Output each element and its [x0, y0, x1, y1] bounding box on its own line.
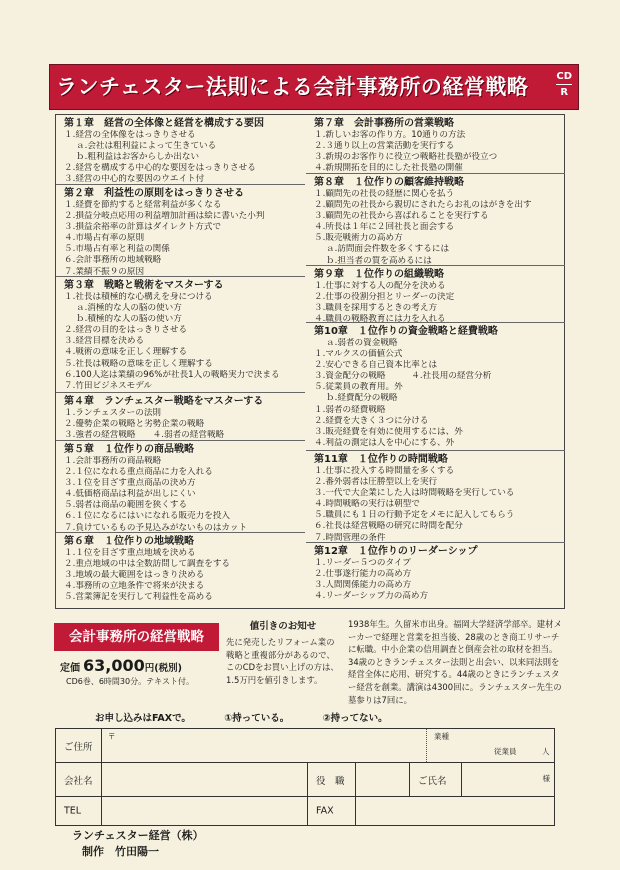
- chapter-title: 第９章 １位作りの組織戦略: [314, 269, 444, 280]
- tel-label: TEL: [64, 805, 82, 817]
- order-lead: お申し込みはFAXで。: [95, 713, 191, 724]
- chapter-title: 第11章 １位作りの時間戦略: [314, 454, 448, 465]
- chapter-title: 第６章 １位作りの地域戦略: [64, 536, 194, 547]
- chapter-item: ４.所長は１年に２回社長と面会する: [314, 222, 455, 233]
- chapter-left_chapters-0: [56, 115, 305, 185]
- chapter-item: １.仕事に対する人の配分を決める: [314, 281, 446, 291]
- chapter-item: ２.仕事の役割分担とリーダーの決定: [314, 292, 455, 303]
- chapter-item: ７.時間管理の条件: [314, 532, 386, 543]
- chapter-item: ７.竹田ビジネスモデル: [64, 380, 152, 391]
- chapter-item: １.顧問先の社長の経歴に関心を払う: [314, 189, 455, 199]
- chapter-item: ６.社長は経営戦略の研究に時間を配分: [314, 521, 463, 532]
- title-banner: [49, 64, 579, 110]
- producer: 制作 竹田陽一: [82, 845, 159, 858]
- chapter-item: ５.弱者は商品の範囲を狭くする: [64, 500, 188, 511]
- company-label-cell: [56, 763, 102, 796]
- chapter-item: ２.重点地域の中は全数訪問して調査をする: [64, 559, 231, 570]
- order-option-1[interactable]: ①持っている。: [224, 713, 290, 724]
- chapter-title: 第12章 １位作りのリーダーシップ: [314, 546, 478, 557]
- chapter-right_chapters-4: [306, 451, 565, 543]
- industry-divider: [426, 729, 427, 762]
- chapter-title: 第５章 １位作りの商品戦略: [64, 444, 194, 455]
- chapter-item: １.リーダー５つのタイプ: [314, 558, 411, 568]
- chapter-item: ３.強者の経営戦略 ４.弱者の経営戦略: [64, 430, 225, 441]
- form-row-company: [56, 763, 554, 797]
- chapter-right_chapters-2: [306, 266, 565, 323]
- chapter-item: ２.優勢企業の戦略と劣勢企業の戦略: [64, 419, 205, 430]
- chapter-item: ２.経費を大きく３つに分ける: [314, 415, 429, 426]
- chapter-right_chapters-3: [306, 323, 565, 451]
- name-suffix: 様: [542, 774, 550, 783]
- chapter-item: ３.顧問先の社長から喜ばれることを実行する: [314, 211, 489, 222]
- chapter-item: ２.３通り以上の営業活動を実行する: [314, 141, 455, 152]
- name-label: ご氏名: [418, 775, 447, 787]
- chapter-item: ２.経営の目的をはっきりさせる: [64, 325, 188, 336]
- chapter-left_chapters-2: [56, 277, 305, 393]
- position-label: 役 職: [316, 775, 345, 787]
- chapter-item: ｂ.積極的な人の脳の使い方: [76, 314, 182, 325]
- chapter-left_chapters-3: [56, 393, 305, 441]
- chapter-item: ａ.弱者の資金戦略: [326, 338, 398, 348]
- chapter-item: ４.職員の戦略教育には力を入れる: [314, 314, 446, 325]
- chapter-item: ｂ.経費配分の戦略: [326, 393, 398, 404]
- chapter-item: ｂ.担当者の質を高めるには: [326, 255, 432, 266]
- tel-field[interactable]: [102, 797, 308, 825]
- position-label-cell: [308, 763, 356, 796]
- chapter-item: ３.販売経費を有効に使用するには、外: [314, 426, 463, 437]
- chapter-item: １.新しいお客の作り方。10通りの方法: [314, 130, 466, 140]
- chapter-item: １.マルクスの価値公式: [314, 349, 403, 360]
- author-profile: 1938年生。久留米市出身。福岡大学経済学部卒。建材メーカーで経理と営業を担当後、28歳のとき商工リサーチに転職。中小企業の信用調査と倒産会社の取材を担当。34歳のときランチェスター法則と出会い、以来同法則を経営全体に応用、研究する。44歳のときにランチェスター経営を創業。講演は4300回に。ランチェスター先生の墓参りは7回に。: [348, 619, 562, 705]
- chapter-item: ３.資金配分の戦略 ４.社長用の経営分析: [314, 371, 492, 382]
- chapter-item: １.１位を目ざす重点地域を決める: [64, 548, 196, 558]
- chapter-item: １.ランチェスターの法則: [64, 408, 162, 418]
- chapter-item: ２.顧問先の社長から親切にされたらお礼のはがきを出す: [314, 200, 532, 211]
- cd-badge: [556, 69, 572, 100]
- chapter-right_chapters-0: [306, 115, 565, 174]
- chapter-item: ａ.会社は粗利益によって生きている: [76, 141, 217, 152]
- cd-badge-line2: R: [556, 84, 572, 100]
- chapter-item: ２.経営を構成する中心的な要因をはっきりさせる: [64, 163, 256, 174]
- chapter-item: ７.負けているもの予見込みがないものはカット: [64, 522, 248, 533]
- order-form: [55, 728, 555, 826]
- name-label-cell: [410, 763, 462, 796]
- chapter-item: ４.事務所の立地条件で将来が決まる: [64, 581, 205, 592]
- chapter-item: ｂ.粗利益はお客からしか出ない: [76, 152, 200, 163]
- chapter-item: ４.時間戦略の実行は朝型で: [314, 499, 420, 510]
- chapter-left_chapters-1: [56, 185, 305, 277]
- tel-label-cell: [56, 797, 102, 825]
- form-row-address: [56, 729, 554, 763]
- chapter-title: 第４章 ランチェスター戦略をマスターする: [64, 396, 264, 407]
- product-note: CD6巻、6時間30分。テキスト付。: [66, 677, 194, 686]
- chapter-item: ２.安心できる自己資本比率とは: [314, 360, 438, 371]
- chapter-item: ２.１位になれる重点商品に力を入れる: [64, 467, 213, 478]
- chapter-title: 第２章 利益性の原則をはっきりさせる: [64, 188, 244, 199]
- page-title: ランチェスター法則による会計事務所の経営戦略: [56, 75, 529, 99]
- contents-grid: [55, 114, 565, 609]
- chapter-item: ３.職員を採用するときの考え方: [314, 303, 438, 314]
- chapter-left_chapters-5: [56, 533, 305, 610]
- chapter-item: １.経費を節約すると経常利益が多くなる: [64, 200, 222, 210]
- chapter-item: ５.営業簿記を実行して利益性を高める: [64, 592, 213, 603]
- chapter-left_chapters-4: [56, 441, 305, 533]
- postal-mark: 〒: [108, 732, 116, 741]
- chapter-item: ４.利益の測定は人を中心にする、外: [314, 437, 455, 448]
- employees-unit: 人: [542, 747, 550, 756]
- chapter-item: ２.損益分岐点応用の利益増加計画は絵に書いた小判: [64, 211, 265, 222]
- chapter-title: 第10章 １位作りの資金戦略と経費戦略: [314, 326, 498, 337]
- chapter-item: ２.番外弱者は圧勝型以上を実行: [314, 477, 438, 488]
- chapter-item: ３.一代で大企業にした人は時間戦略を実行している: [314, 488, 515, 499]
- chapter-item: ３.新規のお客作りに役立つ戦略社長塾が役立つ: [314, 152, 498, 163]
- chapter-item: ３.地域の最大範囲をはっきり決める: [64, 570, 205, 581]
- chapter-item: １.会計事務所の商品戦略: [64, 456, 162, 466]
- chapter-item: １.社長は積極的な心構えを身につける: [64, 292, 213, 302]
- chapter-title: 第８章 １位作りの顧客維持戦略: [314, 177, 464, 188]
- order-option-2[interactable]: ②持ってない。: [322, 713, 388, 724]
- chapter-item: ３.人間関係能力の高め方: [314, 580, 412, 591]
- product-package: [54, 623, 219, 691]
- chapter-item: ａ.訪問面会件数を多くするには: [326, 244, 450, 255]
- chapter-item: ３.１位を目ざす重点商品の決め方: [64, 478, 196, 489]
- employees-label: 従業員: [494, 747, 517, 756]
- form-row-phone: [56, 797, 554, 825]
- product-title: 会計事務所の経営戦略: [54, 623, 219, 651]
- chapter-item: ３.経営目標を決める: [64, 336, 145, 347]
- product-price: [60, 656, 182, 675]
- price-value: 63,000: [83, 656, 145, 675]
- fax-label-cell: [308, 797, 356, 825]
- chapter-item: ４.市場占有率の原則: [64, 233, 145, 244]
- chapter-item: ６.100人迄は業績の96%が社長1人の戦略実力で決まる: [64, 369, 280, 380]
- chapter-title: 第７章 会計事務所の営業戦略: [314, 118, 454, 129]
- discount-notice: [226, 618, 340, 686]
- price-label: 定価: [60, 663, 80, 674]
- chapter-item: ７.業績不振９の原因: [64, 266, 145, 277]
- chapter-item: ３.損益余裕率の計算はダイレクト方式で: [64, 222, 222, 233]
- chapter-item: ６.１位になるにはいになれる販売力を投入: [64, 511, 231, 522]
- address-label-cell: [56, 729, 102, 762]
- company-field[interactable]: [102, 763, 308, 796]
- chapter-item: ５.社長は戦略の意味を正しく理解する: [64, 358, 213, 369]
- industry-label: 業種: [434, 732, 449, 741]
- fax-field[interactable]: [356, 797, 556, 825]
- chapter-item: ４.低価格商品は利益が出しにくい: [64, 489, 196, 500]
- chapter-item: １.仕事に投入する時間量を多くする: [314, 466, 455, 476]
- address-label: ご住所: [64, 741, 93, 753]
- chapter-right_chapters-5: [306, 543, 565, 610]
- chapter-item: ５.市場占有率と利益の関係: [64, 244, 170, 255]
- chapter-item: ４.リーダーシップ力の高め方: [314, 591, 429, 602]
- position-field[interactable]: [356, 763, 410, 796]
- chapter-item: ３.経営の中心的な要因のウエイト付: [64, 174, 205, 185]
- discount-title: 値引きのお知せ: [249, 621, 317, 632]
- cd-badge-line1: CD: [556, 71, 572, 82]
- chapter-item: ４.新規開拓を目的にした社長塾の開催: [314, 163, 463, 174]
- publisher-company: ランチェスター経営（株）: [72, 829, 204, 842]
- address-field[interactable]: [102, 729, 556, 762]
- discount-text: 先に発売したリフォーム業の戦略と重複部分があるので、このCDをお買い上げの方は、1.5万円を値引きします。: [226, 637, 339, 685]
- chapter-item: ５.従業員の教育用。外: [314, 382, 403, 393]
- publisher-info: [72, 828, 204, 860]
- chapter-item: ５.職員にも１日の行動予定をメモに記入してもらう: [314, 510, 515, 521]
- order-instructions: [95, 710, 388, 724]
- price-suffix: 円(税別): [144, 663, 182, 674]
- company-label: 会社名: [64, 775, 93, 787]
- chapter-item: ６.会計事務所の地域戦略: [64, 255, 162, 266]
- fax-label: FAX: [316, 805, 334, 817]
- chapter-item: １.弱者の経費戦略: [314, 404, 386, 415]
- chapter-title: 第１章 経営の全体像と経営を構成する要因: [64, 118, 264, 129]
- chapter-item: ５.販売戦術力の高め方: [314, 233, 403, 244]
- chapter-right_chapters-1: [306, 174, 565, 266]
- chapter-item: ４.戦術の意味を正しく理解する: [64, 347, 188, 358]
- name-field[interactable]: [462, 763, 556, 796]
- chapter-item: １.経営の全体像をはっきりさせる: [64, 130, 196, 140]
- chapter-item: ２.仕事遂行能力の高め方: [314, 569, 412, 580]
- chapter-item: ａ.消極的な人の脳の使い方: [76, 303, 182, 314]
- chapter-title: 第３章 戦略と戦術をマスターする: [64, 280, 224, 291]
